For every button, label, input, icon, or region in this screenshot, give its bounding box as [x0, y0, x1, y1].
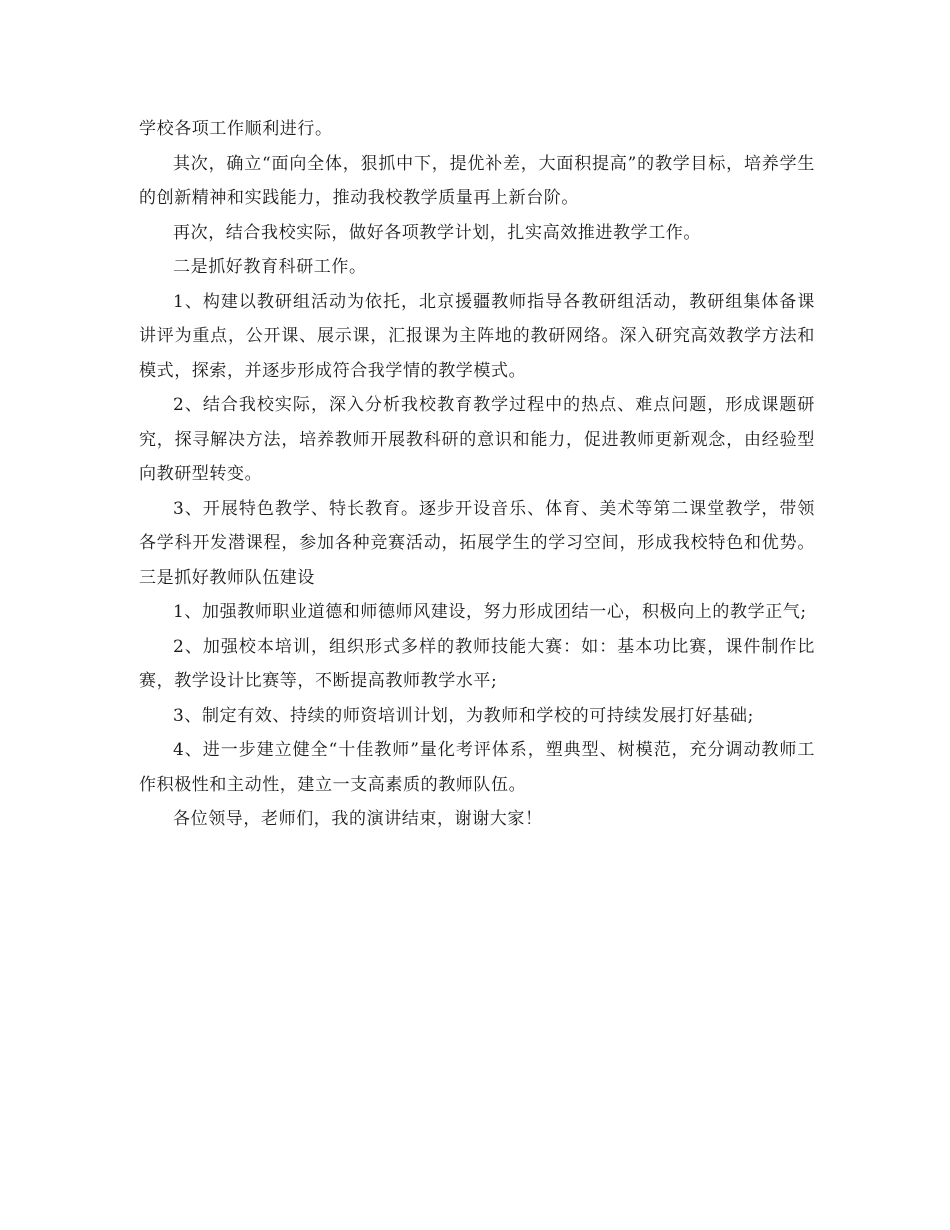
closing-paragraph: 各位领导，老师们，我的演讲结束，谢谢大家！ [173, 809, 543, 829]
paragraph: 其次，确立“面向全体，狠抓中下，提优补差，大面积提高”的教学目标，培养学生的创新精神和实践能力，推动我校教学质量再上新台阶。 [139, 153, 815, 208]
paragraph: 再次，结合我校实际，做好各项教学计划，扎实高效推进教学工作。 [173, 222, 701, 243]
paragraph: 4、进一步建立健全“十佳教师”量化考评体系，塑典型、树模范，充分调动教师工作积极性和主动性，建立一支高素质的教师队伍。 [139, 740, 815, 795]
paragraph: 3、制定有效、持续的师资培训计划，为教师和学校的可持续发展打好基础; [173, 705, 754, 726]
paragraph: 1、构建以教研组活动为依托，北京援疆教师指导各教研组活动，教研组集体备课讲评为重点，公开课、展示课，汇报课为主阵地的教研网络。深入研究高效教学方法和模式，探索，并逐步形成符合我学情的教学模式。 [139, 291, 815, 381]
paragraph: 2、加强校本培训，组织形式多样的教师技能大赛：如：基本功比赛，课件制作比赛，教学设计比赛等，不断提高教师教学水平; [139, 636, 815, 691]
paragraph: 2、结合我校实际，深入分析我校教育教学过程中的热点、难点问题，形成课题研究，探寻解决方法，培养教师开展教科研的意识和能力，促进教师更新观念，由经验型向教研型转变。 [139, 395, 815, 484]
paragraph: 1、加强教师职业道德和师德师风建设，努力形成团结一心，积极向上的教学正气; [173, 602, 807, 622]
paragraph: 学校各项工作顺利进行。 [139, 119, 333, 139]
document-body [139, 112, 815, 837]
paragraph: 3、开展特色教学、特长教育。逐步开设音乐、体育、美术等第二课堂教学，带领各学科开发潜课程，参加各种竞赛活动，拓展学生的学习空间，形成我校特色和优势。 三是抓好教师队伍建设 [139, 498, 815, 588]
section-heading: 二是抓好教育科研工作。 [173, 257, 367, 277]
